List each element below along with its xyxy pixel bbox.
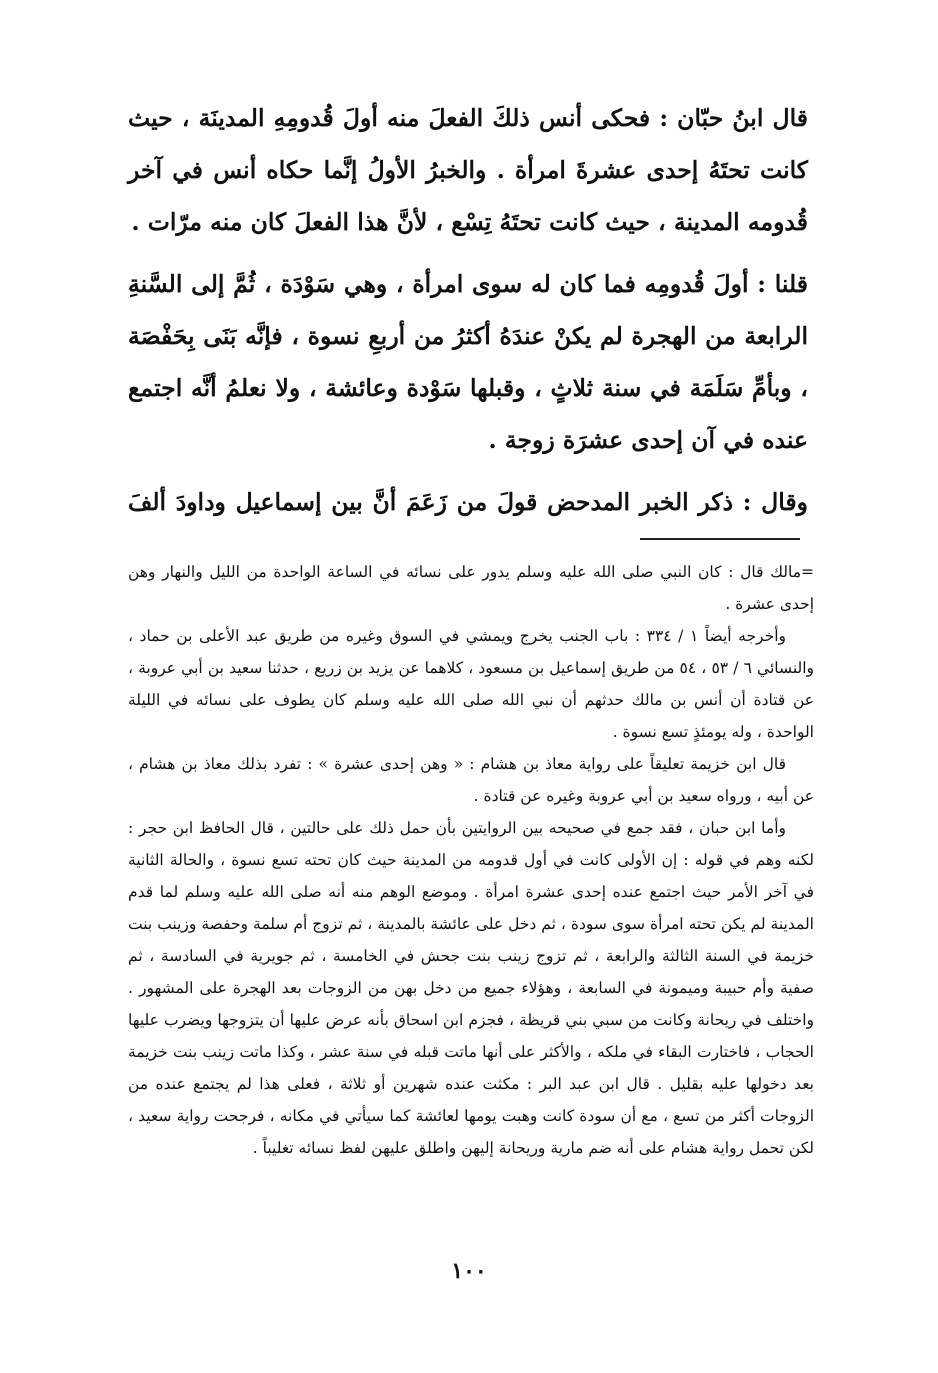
footnote-paragraph-1: =مالك قال : كان النبي صلى الله عليه وسلم يدور على نسائه في الساعة الواحدة من الليل والنهار وهن إحدى عشرة . (128, 563, 815, 613)
page-number: ١٠٠ (451, 1258, 487, 1284)
footnote-paragraph-2: وأخرجه أيضاً ١ / ٣٣٤ : باب الجنب يخرج ويمشي في السوق وغيره من طريق عبد الأعلى بن حماد ، والنسائي ٦ / ٥٣ ، ٥٤ من طريق إسماعيل بن مسعود ، كلاهما عن يزيد بن زريع ، حدثنا سعيد بن أبي عروبة ، عن قتادة أن أنس بن مالك حدثهم أن نبي الله صلى الله عليه وسلم كان يطوف على نسائه في الليلة الواحدة ، وله يومئذٍ تسع نسوة . (128, 627, 815, 741)
main-paragraph-1: قال ابنُ حبّان : فحكى أنس ذلكَ الفعلَ منه أولَ قُدومِهِ المدينَة ، حيث كانت تحتَهُ إحدى عشرةَ امرأة . والخبرُ الأولُ إنَّما حكاه أنس في آخر قُدومه المدينة ، حيث كانت تحتَهُ تِسْع ، لأنَّ هذا الفعلَ كان منه مرّات . (128, 104, 808, 236)
main-text-block (128, 92, 808, 538)
footnote-divider (640, 538, 800, 540)
footnotes-block (128, 556, 814, 1164)
main-paragraph-3: وقال : ذكر الخبر المدحض قولَ من زَعَمَ أنَّ بين إسماعيل وداودَ ألفَ (128, 488, 808, 516)
main-paragraph-2: قلنا : أولَ قُدومِه فما كان له سوى امرأة ، وهي سَوْدَة ، ثُمَّ إلى السَّنةِ الرابعة من الهجرة لم يكنْ عندَهُ أكثرُ من أربعِ نسوة ، فإنَّه بَنَى بِحَفْصَة ، وبأمِّ سَلَمَة في سنة ثلاثٍ ، وقبلها سَوْدة وعائشة ، ولا نعلمُ أنَّه اجتمع عنده في آن إحدى عشرَة زوجة . (128, 270, 808, 454)
footnote-paragraph-3: قال ابن خزيمة تعليقاً على رواية معاذ بن هشام : « وهن إحدى عشرة » : تفرد بذلك معاذ بن هشام ، عن أبيه ، ورواه سعيد بن أبي عروبة وغيره عن قتادة . (128, 755, 814, 805)
footnote-paragraph-4: وأما ابن حبان ، فقد جمع في صحيحه بين الروايتين بأن حمل ذلك على حالتين ، قال الحافظ ابن حجر : لكنه وهم في قوله : إن الأولى كانت في أول قدومه من المدينة حيث كان تحته تسع نسوة ، والحالة الثانية في آخر الأمر حيث اجتمع عنده إحدى عشرة امرأة . وموضع الوهم منه أنه صلى الله عليه وسلم لما قدم المدينة لم يكن تحته امرأة سوى سودة ، ثم دخل على عائشة بالمدينة ، ثم تزوج أم سلمة وحفصة وزينب بنت خزيمة في السنة الثالثة والرابعة ، ثم تزوج زينب بنت جحش في الخامسة ، ثم جويرية في السادسة ، ثم صفية وأم حبيبة وميمونة في السابعة ، وهؤلاء جميع من دخل بهن من الزوجات بعد الهجرة على المشهور . واختلف في ريحانة وكانت من سبي بني قريظة ، فجزم ابن اسحاق بأنه عرض عليها أن يتزوجها ويضرب عليها الحجاب ، فاختارت البقاء في ملكه ، والأكثر على أنها ماتت قبله في سنة عشر ، وكذا ماتت زينب بنت خزيمة بعد دخولها عليه بقليل . قال ابن عبد البر : مكثت عنده شهرين أو ثلاثة ، فعلى هذا لم يجتمع عنده من الزوجات أكثر من تسع ، مع أن سودة كانت وهبت يومها لعائشة كما سيأتي في مكانه ، فرجحت رواية سعيد ، لكن تحمل رواية هشام على أنه ضم مارية وريحانة إليهن واطلق عليهن لفظ نسائه تغليباً . (128, 819, 814, 1157)
